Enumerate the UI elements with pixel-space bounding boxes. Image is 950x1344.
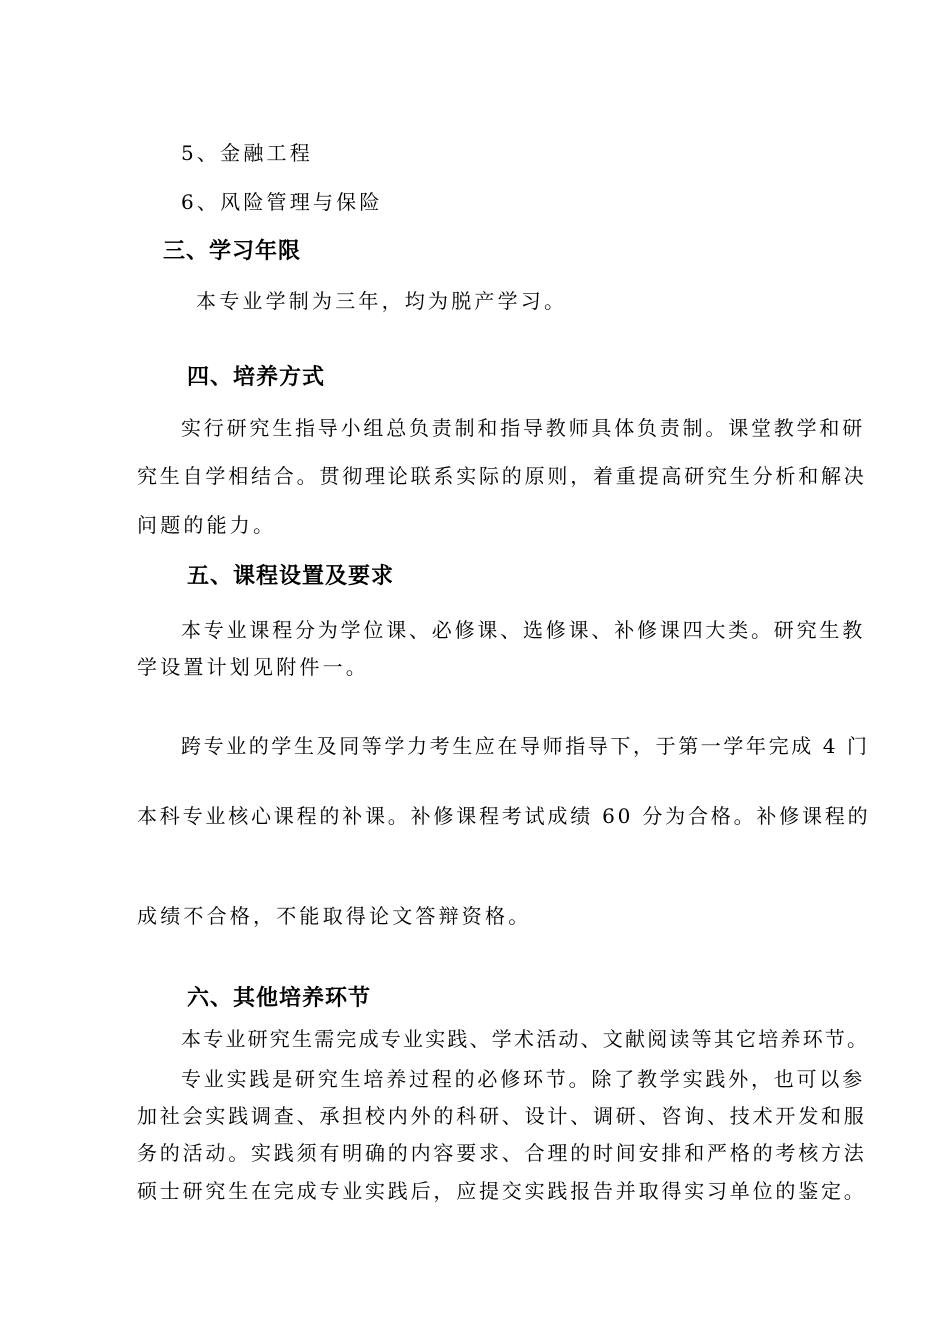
paragraph-line: 本专业学制为三年，均为脱产学习。 — [196, 289, 568, 313]
paragraph-line: 本科专业核心课程的补课。补修课程考试成绩 60 分为合格。补修课程的 — [137, 804, 871, 828]
list-item: 5、金融工程 — [181, 141, 313, 165]
paragraph-line: 成绩不合格，不能取得论文答辩资格。 — [137, 904, 532, 928]
list-item: 6、风险管理与保险 — [181, 190, 383, 214]
section-heading: 六、其他培养环节 — [187, 986, 372, 1011]
paragraph-line: 学设置计划见附件一。 — [137, 655, 369, 679]
paragraph-line: 实行研究生指导小组总负责制和指导教师具体负责制。课堂教学和研 — [181, 416, 865, 440]
paragraph-line: 究生自学相结合。贯彻理论联系实际的原则，着重提高研究生分析和解决 — [137, 464, 867, 488]
section-heading: 三、学习年限 — [163, 239, 302, 264]
paragraph-line: 务的活动。实践须有明确的内容要求、合理的时间安排和严格的考核方法 — [137, 1141, 867, 1165]
paragraph-line: 跨专业的学生及同等学力考生应在导师指导下，于第一学年完成 4 门 — [181, 734, 870, 758]
paragraph-line: 专业实践是研究生培养过程的必修环节。除了教学实践外，也可以参 — [181, 1067, 865, 1091]
paragraph-line: 加社会实践调查、承担校内外的科研、设计、调研、咨询、技术开发和服 — [137, 1104, 867, 1128]
section-heading: 五、课程设置及要求 — [187, 564, 395, 589]
paragraph-line: 本专业研究生需完成专业实践、学术活动、文献阅读等其它培养环节。 — [181, 1027, 870, 1051]
paragraph-line: 硕士研究生在完成专业实践后，应提交实践报告并取得实习单位的鉴定。 — [137, 1179, 867, 1203]
paragraph-line: 问题的能力。 — [137, 513, 277, 537]
paragraph-line: 本专业课程分为学位课、必修课、选修课、补修课四大类。研究生教 — [181, 618, 865, 642]
section-heading: 四、培养方式 — [187, 365, 326, 390]
